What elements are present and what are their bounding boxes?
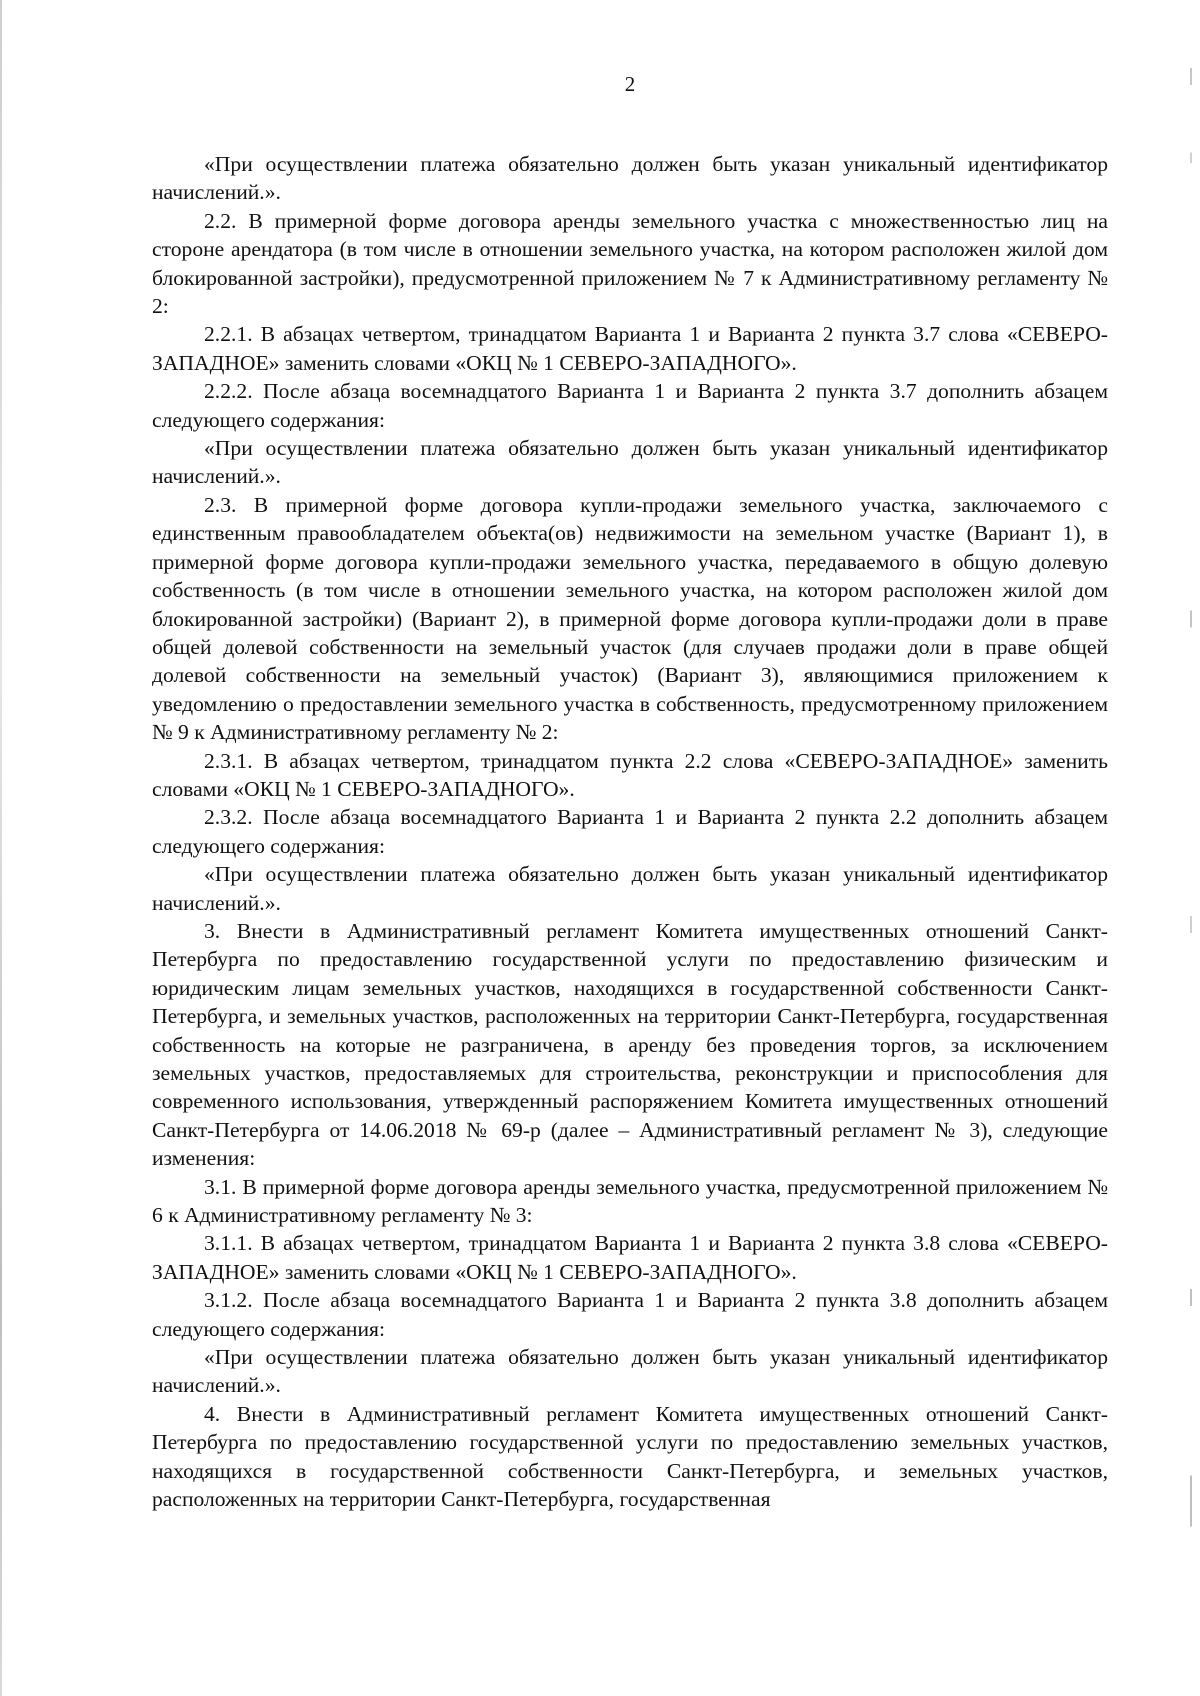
paragraph: 3.1.2. После абзаца восемнадцатого Варианта 1 и Варианта 2 пункта 3.8 дополнить абзацем следующего содержания:	[152, 1288, 1108, 1341]
paragraph: 2.3.2. После абзаца восемнадцатого Варианта 1 и Варианта 2 пункта 2.2 дополнить абзацем следующего содержания:	[152, 805, 1108, 858]
paragraph: 2.3. В примерной форме договора купли-продажи земельного участка, заключаемого с единственным правообладателем объекта(ов) недвижимости на земельном участке (Вариант 1), в примерной форме договора купли-продажи земельного участка, передаваемого в общую долевую собственность (в том числе в отношении земельного участка, на котором расположен жилой дом блокированной застройки) (Вариант 2), в примерной форме договора купли-продажи доли в праве общей долевой собственности на земельный участок (для случаев продажи доли в праве общей долевой собственности на земельный участок) (Вариант 3), являющимися приложением к уведомлению о предоставлении земельного участка в собственность, предусмотренному приложением № 9 к Административному регламенту № 2:	[152, 492, 1108, 745]
paragraph: 3. Внести в Административный регламент Комитета имущественных отношений Санкт-Петербурга по предоставлению государственной услуги по предоставлению физическим и юридическим лицам земельных участков, находящихся в государственной собственности Санкт-Петербурга, и земельных участков, расположенных на территории Санкт-Петербурга, государственная собственность на которые не разграничена, в аренду без проведения торгов, за исключением земельных участков, предоставляемых для строительства, реконструкции и приспособления для современного использования, утвержденный распоряжением Комитета имущественных отношений Санкт-Петербурга от 14.06.2018 № 69-р (далее – Административный регламент № 3), следующие изменения:	[152, 918, 1108, 1171]
paragraph: 4. Внести в Административный регламент Комитета имущественных отношений Санкт-Петербурга по предоставлению государственной услуги по предоставлению земельных участков, находящихся в государственной собственности Санкт-Петербурга, и земельных участков, расположенных на территории Санкт-Петербурга, государственная	[152, 1401, 1108, 1512]
paragraph: 3.1.1. В абзацах четвертом, тринадцатом Варианта 1 и Варианта 2 пункта 3.8 слова «СЕВЕРО-ЗАПАДНОЕ» заменить словами «ОКЦ № 1 СЕВЕРО-ЗАПАДНОГО».	[152, 1231, 1108, 1284]
scan-right-edge	[1190, 0, 1192, 1696]
paragraph: 2.2.1. В абзацах четвертом, тринадцатом Варианта 1 и Варианта 2 пункта 3.7 слова «СЕВЕРО-ЗАПАДНОЕ» заменить словами «ОКЦ № 1 СЕВЕРО-ЗАПАДНОГО».	[152, 322, 1108, 375]
document-body	[152, 150, 1108, 1514]
paragraph: 3.1. В примерной форме договора аренды земельного участка, предусмотренной приложением № 6 к Административному регламенту № 3:	[152, 1174, 1108, 1228]
paragraph: 2.2.2. После абзаца восемнадцатого Варианта 1 и Варианта 2 пункта 3.7 дополнить абзацем следующего содержания:	[152, 379, 1108, 432]
page-number: 2	[624, 72, 636, 96]
paragraph: 2.2. В примерной форме договора аренды земельного участка с множественностью лиц на стороне арендатора (в том числе в отношении земельного участка, на котором расположен жилой дом блокированной застройки), предусмотренной приложением № 7 к Административному регламенту № 2:	[152, 208, 1108, 319]
paragraph: 2.3.1. В абзацах четвертом, тринадцатом пункта 2.2 слова «СЕВЕРО-ЗАПАДНОЕ» заменить словами «ОКЦ № 1 СЕВЕРО-ЗАПАДНОГО».	[152, 748, 1108, 801]
paragraph: «При осуществлении платежа обязательно должен быть указан уникальный идентификатор начислений.».	[152, 862, 1108, 915]
paragraph: «При осуществлении платежа обязательно должен быть указан уникальный идентификатор начислений.».	[152, 152, 1108, 205]
paragraph: «При осуществлении платежа обязательно должен быть указан уникальный идентификатор начислений.».	[152, 436, 1108, 489]
paragraph: «При осуществлении платежа обязательно должен быть указан уникальный идентификатор начислений.».	[152, 1345, 1108, 1398]
scan-left-edge	[0, 0, 2, 1696]
